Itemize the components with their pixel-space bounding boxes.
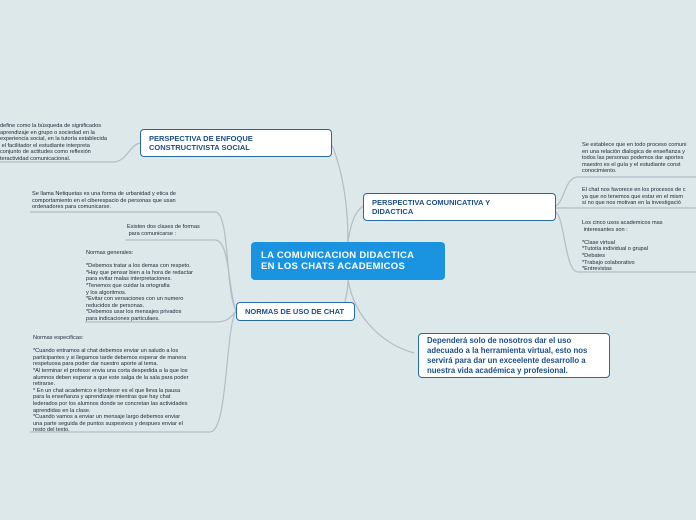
note-comunicativa-2: El chat nos favorece en los procesos de c ya que no tenemos que estar en el mism si no que nos motivan en la investigació [582, 187, 686, 207]
note-normas-especificas: Normas especificas: *Cuando entramos al chat debemos enviar un saludo a los participantes y si llegamos tarde debemos esperar de manera respetuosa para poder dar nuestro aporte al tema. *Al terminar el profesor envia una corta despedida a la que los alumnos deben esperar a que este salga de la sala para poder retirarse. * En un chat academico e lprofesor es el que lleva la pausa para la enseñanza y aprendizaje mientras que hay chat lederados por los alumnos donde se concretan las actividades aprendidas en la clase. *Cuando vamos a enviar un mensaje largo debemos enviar una parte seguida de puntos suspesivos y despues enviar el resto del texto. [33, 335, 189, 434]
topic-constructivista[interactable] [140, 129, 332, 157]
note-comunicativa-3: Los cinco usos academicos mas interesantes son : *Clase virtual *Tutotía individual o grupal *Debates *Trabajo colaborativo *Entrevistas [582, 220, 663, 273]
note-normas-generales: Normas generales: *Debemos tratar a los demas con respeto. *Hay que pensar bien a la hora de redactar para evitar malas interpretaciones. *Tenemos que cuidar la ortografia y los algoritmos. *Evitar con versaciones con un numero reducidos de personas. *Debemos usar los mensajes privados para indicaciones particulaes. [86, 250, 193, 322]
note-normas-clases: Existen dos clases de formas para comunicarse : [127, 224, 200, 237]
topic-conclusion[interactable] [418, 333, 610, 378]
topic-normas[interactable] [236, 302, 355, 321]
central-topic-title: LA COMUNICACION DIDACTICA EN LOS CHATS ACADEMICOS [261, 250, 415, 272]
connector-central-comunicativa [348, 206, 363, 242]
topic-comunicativa-label: PERSPECTIVA COMUNICATIVA Y DIDACTICA [372, 198, 491, 216]
connector-central-conclusion [348, 280, 414, 353]
connector-central-constructivista [332, 145, 348, 242]
note-constructivista: define como la búsqueda de significados aprendizaje en grupo o sociedad en la experiencia social, en la tutoría establecida el facilitador el estudiante interpreta conjunto de actitudes como reflexión teractividad comunicacional. [0, 123, 107, 162]
connector-central-normas [345, 280, 348, 302]
note-comunicativa-1: Se establece que en todo proceso comuni en una relación dialogica de enseñanza y todos las personas podemos dar aportes maestro es el guía y el estudiante const conocimiento. [582, 142, 687, 175]
note-normas-intro: Se llama Netiquetas es una forma de urbanidad y etica de comportamiento en el ciberespacio de personas que usan ordenadores para comunicarse. [32, 191, 176, 211]
topic-comunicativa[interactable] [363, 193, 556, 221]
central-topic[interactable] [251, 242, 445, 280]
topic-constructivista-label: PERSPECTIVA DE ENFOQUE CONSTRUCTIVISTA SOCIAL [149, 134, 253, 152]
topic-conclusion-label: Dependerá solo de nosotros dar el uso adecuado a la herramienta virtual, esto nos servirá para dar un exceelente desarrollo a nuestra vida académica y profesional. [427, 335, 588, 375]
topic-normas-label: NORMAS DE USO DE CHAT [245, 307, 345, 316]
